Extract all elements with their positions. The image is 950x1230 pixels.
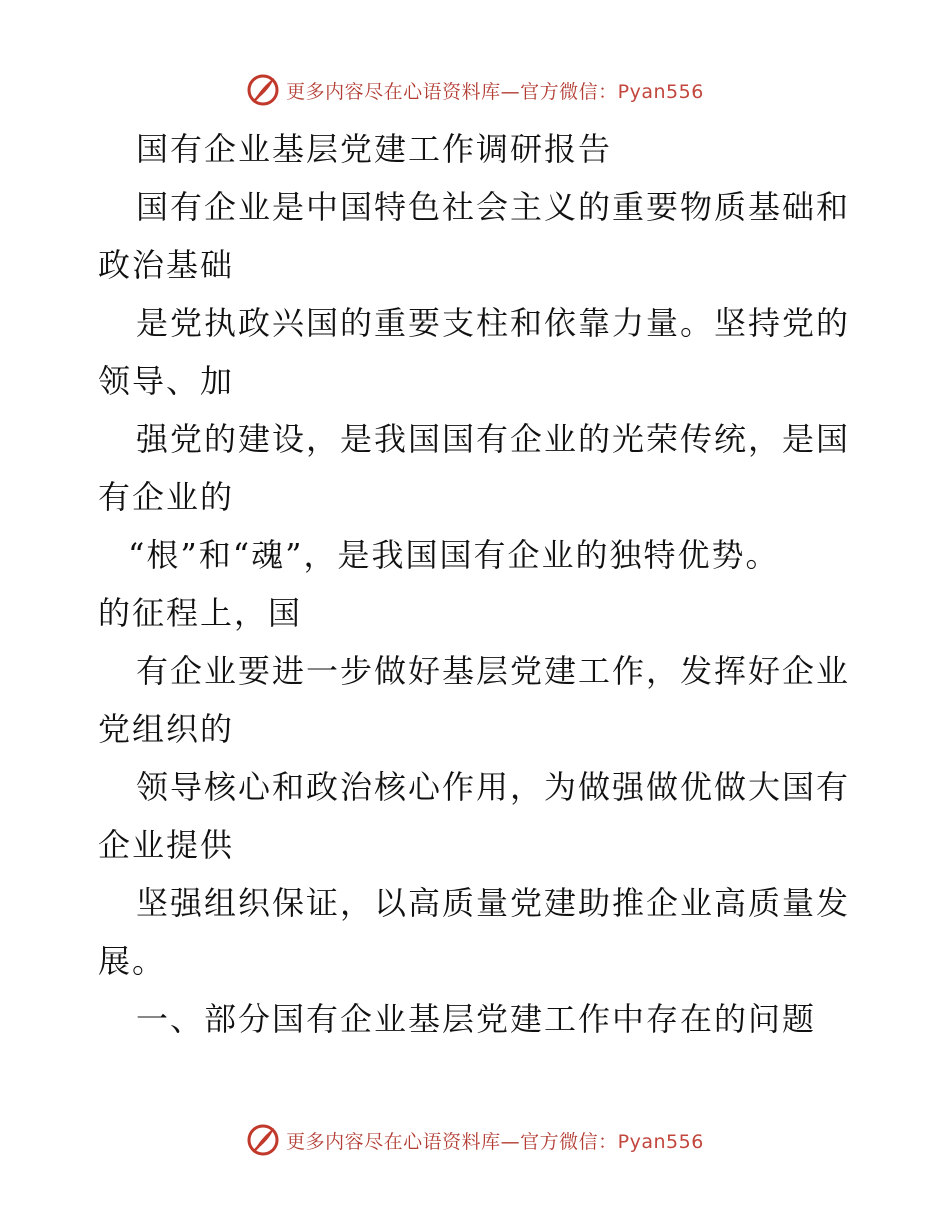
paragraph-line: 国有企业是中国特色社会主义的重要物质基础和 <box>136 188 851 226</box>
document-title: 国有企业基层党建工作调研报告 <box>136 130 613 168</box>
header-watermark <box>0 70 950 110</box>
paragraph-line: 有企业的 <box>98 478 235 516</box>
feather-pen-logo-icon <box>246 73 280 107</box>
paragraph-line: 领导、加 <box>98 362 235 400</box>
paragraph-line: 政治基础 <box>98 246 235 284</box>
footer-watermark <box>0 1120 950 1160</box>
section-heading: 一、部分国有企业基层党建工作中存在的问题 <box>136 1000 817 1038</box>
paragraph-line: 有企业要进一步做好基层党建工作，发挥好企业 <box>136 652 851 690</box>
watermark-account: Pyan556 <box>617 80 704 103</box>
paragraph-line: “根”和“魂”，是我国国有企业的独特优势。 <box>128 536 780 574</box>
watermark-account: Pyan556 <box>617 1130 704 1153</box>
watermark-text: 更多内容尽在心语资料库—官方微信： <box>286 80 618 103</box>
paragraph-line: 领导核心和政治核心作用，为做强做优做大国有 <box>136 768 851 806</box>
paragraph-line: 党组织的 <box>98 710 235 748</box>
paragraph-line: 展。 <box>98 942 167 980</box>
paragraph-line: 是党执政兴国的重要支柱和依靠力量。坚持党的 <box>136 304 851 342</box>
watermark-text: 更多内容尽在心语资料库—官方微信： <box>286 1130 618 1153</box>
document-body <box>98 120 858 1048</box>
feather-pen-logo-icon <box>246 1123 280 1157</box>
paragraph-line: 企业提供 <box>98 826 235 864</box>
paragraph-line: 强党的建设，是我国国有企业的光荣传统，是国 <box>136 420 851 458</box>
paragraph-line: 的征程上，国 <box>98 594 303 632</box>
paragraph-line: 坚强组织保证，以高质量党建助推企业高质量发 <box>136 884 851 922</box>
